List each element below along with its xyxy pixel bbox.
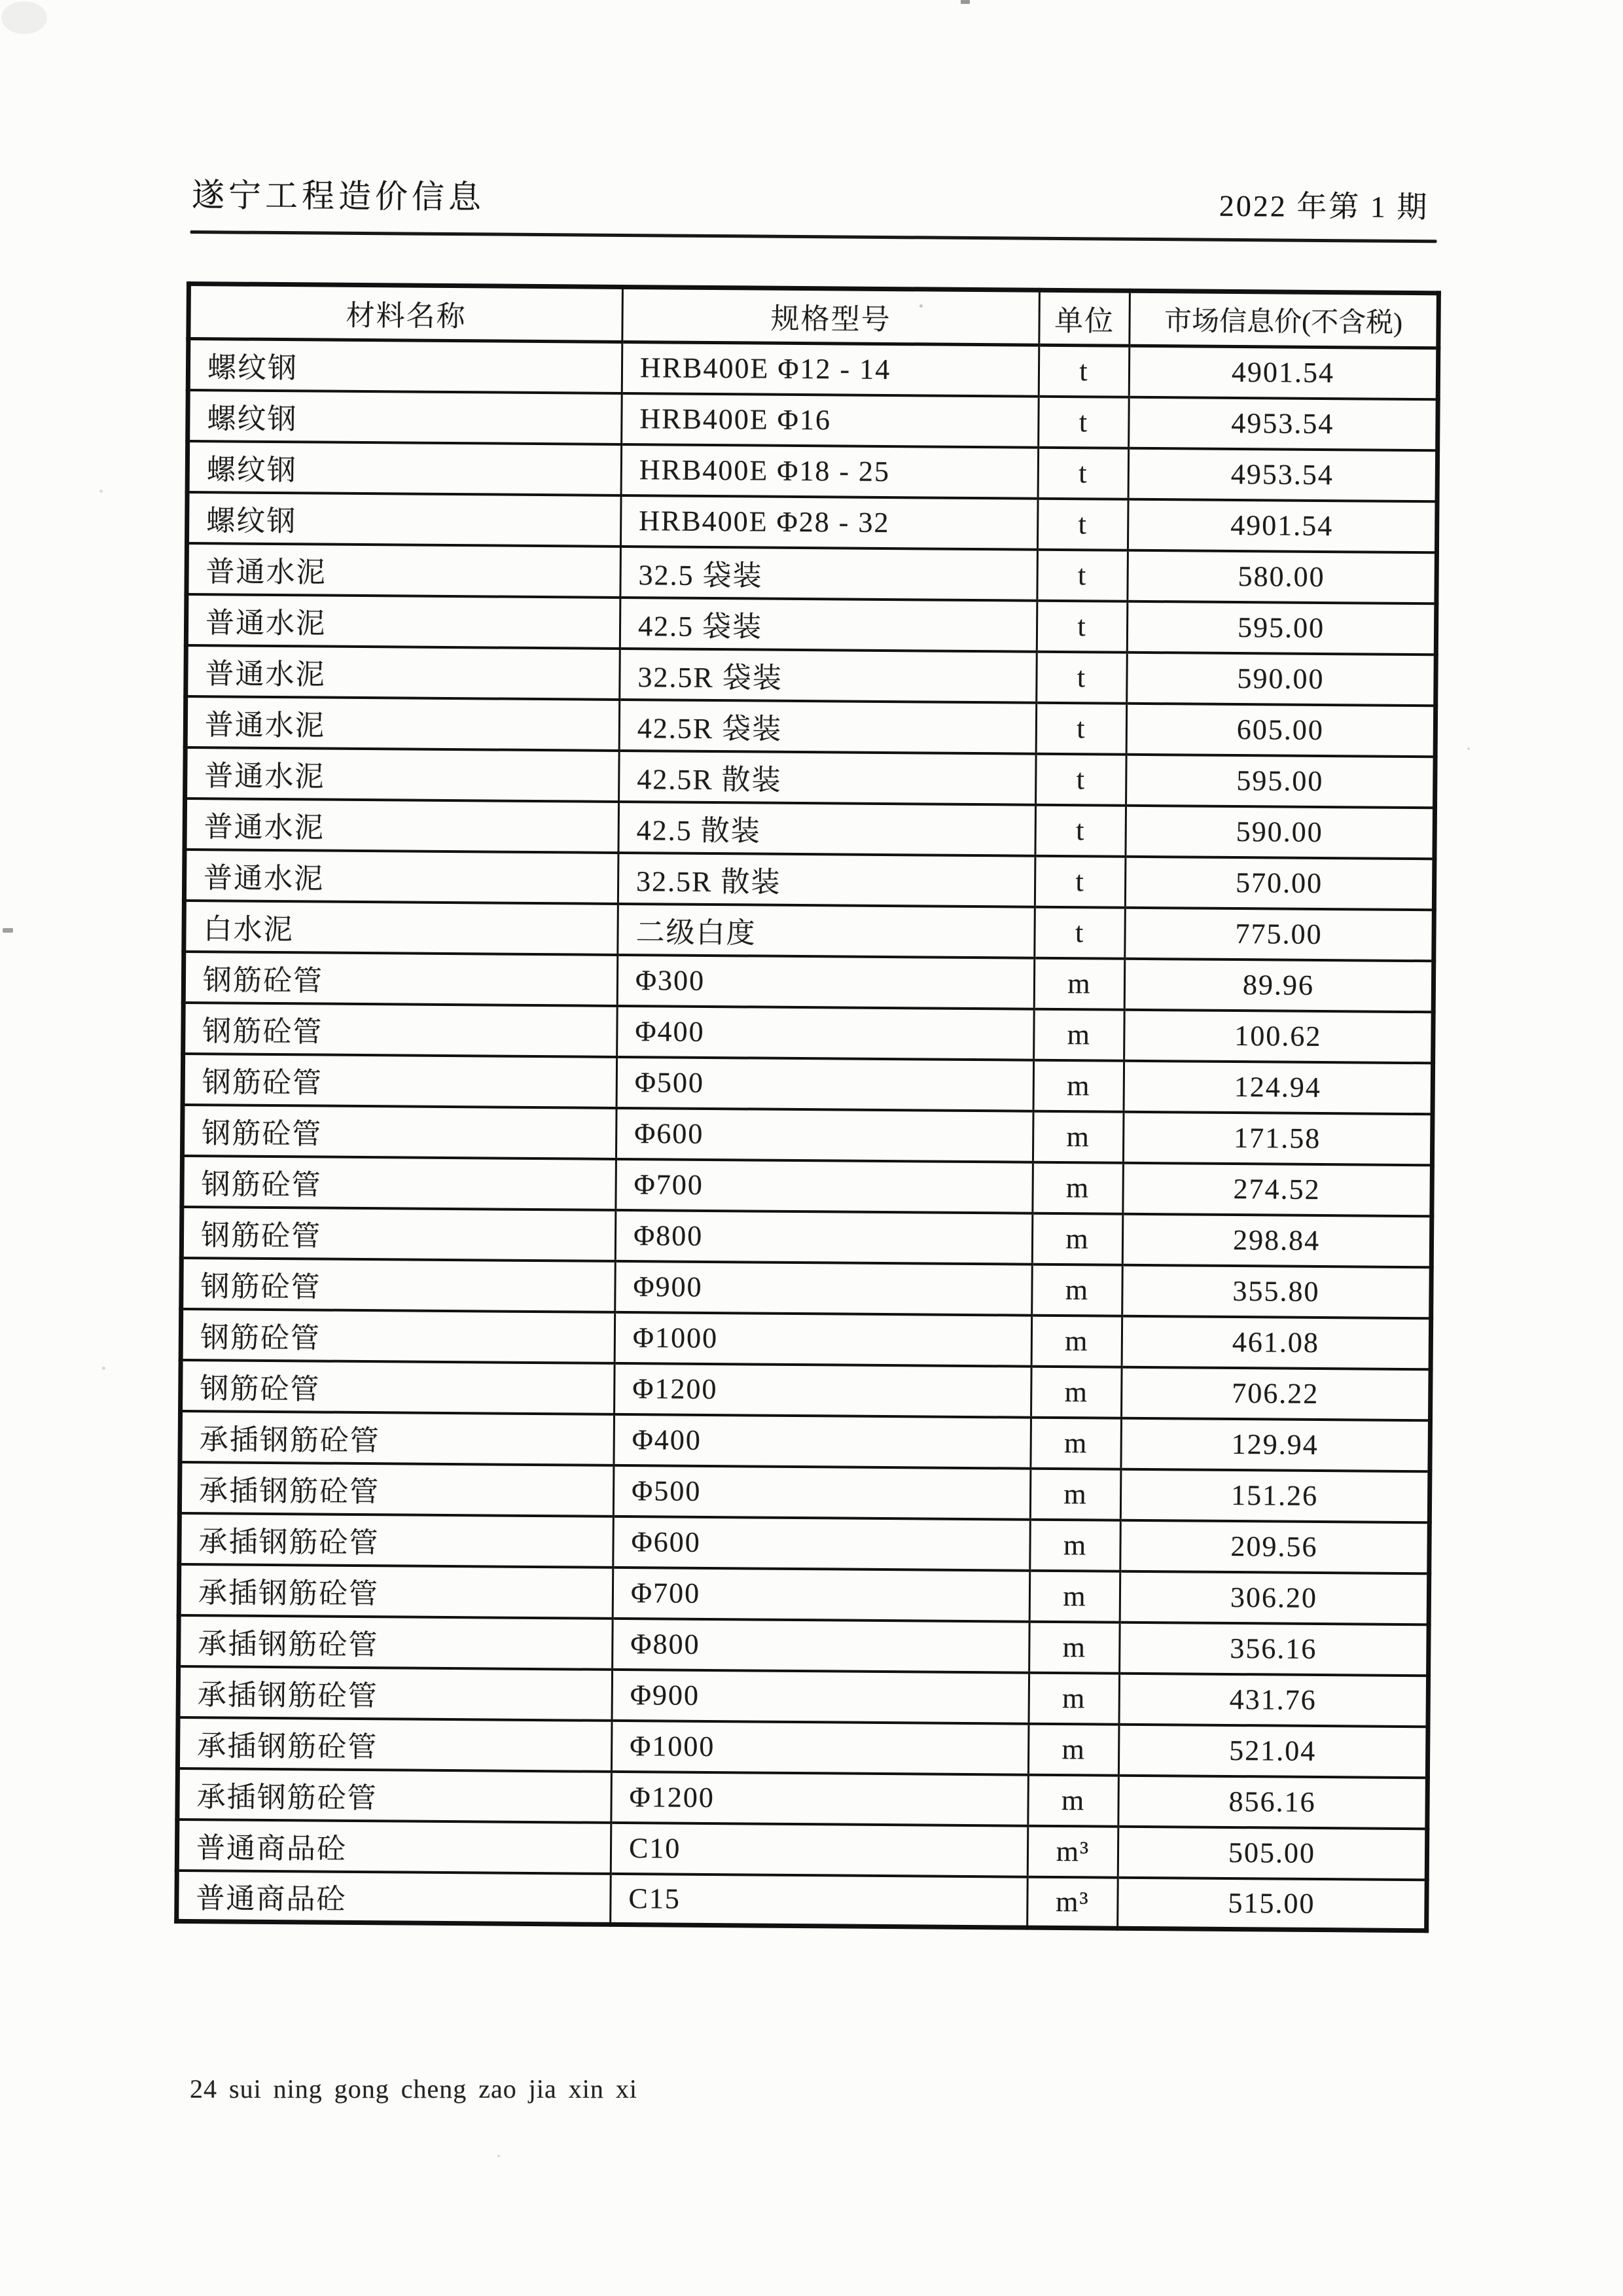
- price-cell: 590.00: [1126, 805, 1435, 859]
- table-row: [181, 1308, 1431, 1369]
- price-cell: 431.76: [1119, 1673, 1429, 1727]
- material-name-cell: 普通商品砼: [177, 1870, 611, 1924]
- spec-cell: HRB400E Φ12 - 14: [622, 342, 1039, 396]
- page-footer: [190, 2073, 637, 2104]
- material-name-cell: 钢筋砼管: [181, 1308, 615, 1363]
- spec-cell: Φ1000: [611, 1720, 1029, 1774]
- unit-cell: t: [1037, 651, 1128, 703]
- spec-cell: 二级白度: [618, 903, 1035, 958]
- table-header-row: [188, 283, 1439, 348]
- spec-cell: 32.5R 袋装: [620, 648, 1037, 702]
- table-row: [185, 798, 1435, 858]
- table-row: [184, 900, 1435, 960]
- table-row: [178, 1666, 1429, 1726]
- material-name-cell: 螺纹钢: [187, 492, 622, 546]
- unit-cell: t: [1039, 345, 1130, 397]
- scan-smudge: [1, 1, 47, 34]
- price-header: 市场信息价(不含税): [1130, 291, 1439, 348]
- unit-cell: m: [1030, 1519, 1121, 1571]
- unit-cell: m: [1029, 1570, 1120, 1622]
- spec-cell: Φ1200: [611, 1771, 1029, 1825]
- table-row: [185, 696, 1436, 756]
- material-name-cell: 承插钢筋砼管: [179, 1462, 614, 1516]
- unit-cell: t: [1036, 753, 1127, 805]
- unit-cell: t: [1038, 447, 1129, 499]
- price-cell: 4901.54: [1128, 499, 1437, 552]
- unit-header: 单位: [1039, 290, 1130, 346]
- material-name-header: 材料名称: [188, 283, 623, 342]
- material-name-cell: 承插钢筋砼管: [177, 1768, 612, 1822]
- price-cell: 515.00: [1118, 1877, 1427, 1931]
- price-cell: 4901.54: [1129, 346, 1438, 399]
- spec-cell: Φ700: [616, 1158, 1033, 1213]
- material-name-cell: 普通水泥: [185, 747, 620, 801]
- price-cell: 505.00: [1118, 1826, 1427, 1880]
- scan-speck: [961, 0, 970, 4]
- spec-cell: Φ400: [617, 1005, 1035, 1060]
- spec-cell: Φ800: [615, 1210, 1033, 1264]
- unit-cell: m: [1032, 1264, 1123, 1316]
- table-row: [179, 1615, 1429, 1675]
- price-cell: 521.04: [1118, 1724, 1428, 1778]
- price-cell: 89.96: [1124, 958, 1434, 1012]
- unit-cell: t: [1035, 804, 1126, 856]
- masthead-rule: [190, 230, 1437, 243]
- price-cell: 605.00: [1126, 703, 1436, 757]
- table-row: [185, 747, 1436, 807]
- price-cell: 570.00: [1125, 856, 1435, 910]
- unit-cell: t: [1037, 600, 1128, 652]
- spec-cell: C15: [611, 1873, 1028, 1928]
- unit-cell: m: [1034, 1009, 1125, 1060]
- material-name-cell: 承插钢筋砼管: [177, 1717, 612, 1771]
- spec-cell: HRB400E Φ18 - 25: [621, 444, 1039, 498]
- scan-speck: [3, 928, 13, 933]
- unit-cell: m: [1030, 1468, 1121, 1520]
- spec-cell: Φ800: [613, 1618, 1030, 1672]
- spec-cell: Φ400: [614, 1414, 1031, 1468]
- unit-cell: t: [1037, 498, 1128, 550]
- spec-cell: C10: [611, 1822, 1028, 1876]
- unit-cell: m: [1034, 958, 1125, 1009]
- price-cell: 4953.54: [1129, 397, 1438, 450]
- price-cell: 355.80: [1122, 1265, 1432, 1318]
- price-cell: 151.26: [1120, 1469, 1430, 1522]
- unit-cell: m: [1033, 1162, 1124, 1213]
- material-name-cell: 钢筋砼管: [181, 1359, 615, 1414]
- table-row: [186, 594, 1436, 654]
- unit-cell: m³: [1027, 1825, 1118, 1877]
- spec-header: 规格型号: [622, 287, 1040, 345]
- price-cell: 461.08: [1122, 1316, 1431, 1369]
- table-row: [180, 1410, 1431, 1471]
- unit-cell: m: [1028, 1774, 1119, 1826]
- spec-cell: Φ300: [617, 954, 1035, 1009]
- table-row: [187, 440, 1438, 501]
- unit-cell: t: [1035, 855, 1126, 907]
- material-name-cell: 承插钢筋砼管: [179, 1615, 613, 1669]
- material-name-cell: 钢筋砼管: [183, 1053, 617, 1107]
- unit-cell: m: [1033, 1111, 1124, 1162]
- price-cell: 856.16: [1118, 1775, 1428, 1829]
- unit-cell: m: [1031, 1366, 1122, 1418]
- material-name-cell: 普通水泥: [186, 594, 620, 648]
- price-cell: 124.94: [1124, 1060, 1433, 1114]
- spec-cell: Φ900: [612, 1669, 1029, 1723]
- price-cell: 4953.54: [1128, 448, 1438, 501]
- masthead: [2, 0, 1623, 224]
- price-cell: 590.00: [1127, 652, 1436, 706]
- material-name-cell: 钢筋砼管: [181, 1206, 616, 1261]
- material-name-cell: 普通水泥: [184, 849, 618, 903]
- spec-cell: Φ600: [616, 1107, 1033, 1162]
- journal-title: 遂宁工程造价信息: [191, 177, 486, 216]
- table-row: [177, 1870, 1427, 1930]
- table-row: [179, 1564, 1429, 1624]
- material-name-cell: 钢筋砼管: [183, 951, 618, 1005]
- page-number-pinyin: 24 sui ning gong cheng zao jia xin xi: [190, 2074, 638, 2104]
- price-cell: 775.00: [1125, 907, 1435, 961]
- table-row: [179, 1513, 1430, 1573]
- spec-cell: 32.5 袋装: [620, 546, 1038, 600]
- material-name-cell: 普通水泥: [185, 798, 619, 852]
- material-name-cell: 普通水泥: [185, 696, 620, 750]
- unit-cell: t: [1039, 396, 1130, 448]
- table-row: [177, 1768, 1428, 1828]
- scan-speck: [1467, 747, 1470, 750]
- unit-cell: m³: [1027, 1876, 1118, 1928]
- unit-cell: m: [1029, 1621, 1120, 1673]
- scan-speck: [102, 1367, 105, 1370]
- table-row: [183, 1053, 1433, 1113]
- material-name-cell: 承插钢筋砼管: [179, 1564, 613, 1618]
- table-row: [177, 1717, 1428, 1777]
- material-name-cell: 白水泥: [184, 900, 618, 954]
- price-cell: 706.22: [1122, 1367, 1431, 1420]
- price-cell: 595.00: [1126, 754, 1436, 808]
- table-row: [183, 951, 1434, 1011]
- material-name-cell: 承插钢筋砼管: [180, 1410, 615, 1465]
- spec-cell: HRB400E Φ28 - 32: [620, 495, 1038, 549]
- table-row: [177, 1819, 1427, 1879]
- unit-cell: t: [1035, 906, 1126, 958]
- material-name-cell: 承插钢筋砼管: [178, 1666, 613, 1720]
- price-table-body: [177, 338, 1438, 1930]
- material-name-cell: 承插钢筋砼管: [179, 1513, 614, 1567]
- price-cell: 209.56: [1120, 1520, 1430, 1573]
- material-name-cell: 钢筋砼管: [181, 1257, 616, 1312]
- spec-cell: Φ500: [616, 1056, 1034, 1111]
- price-cell: 595.00: [1127, 601, 1436, 655]
- scan-speck: [99, 490, 103, 493]
- material-name-cell: 螺纹钢: [187, 440, 622, 495]
- material-name-cell: 普通商品砼: [177, 1819, 611, 1873]
- price-cell: 129.94: [1121, 1418, 1431, 1471]
- unit-cell: t: [1036, 702, 1127, 754]
- price-cell: 100.62: [1124, 1009, 1434, 1063]
- table-row: [186, 645, 1436, 705]
- unit-cell: m: [1028, 1723, 1119, 1775]
- spec-cell: Φ1200: [615, 1363, 1032, 1417]
- spec-cell: 42.5R 袋装: [619, 699, 1037, 753]
- table-row: [187, 492, 1438, 552]
- spec-cell: 42.5 袋装: [620, 597, 1037, 651]
- material-name-cell: 钢筋砼管: [182, 1155, 616, 1210]
- unit-cell: m: [1032, 1213, 1123, 1265]
- material-name-cell: 钢筋砼管: [183, 1002, 618, 1056]
- issue-label: 2022 年第 1 期: [1219, 188, 1429, 224]
- table-row: [188, 389, 1438, 450]
- table-row: [184, 849, 1435, 909]
- spec-cell: Φ600: [613, 1516, 1031, 1570]
- spec-cell: Φ500: [613, 1465, 1031, 1519]
- unit-cell: m: [1033, 1060, 1124, 1111]
- price-cell: 356.16: [1120, 1622, 1429, 1676]
- scan-speck: [919, 304, 923, 308]
- material-name-cell: 螺纹钢: [188, 338, 622, 393]
- price-cell: 171.58: [1123, 1111, 1433, 1165]
- unit-cell: m: [1031, 1417, 1122, 1469]
- table-row: [182, 1104, 1433, 1164]
- table-row: [181, 1359, 1431, 1420]
- spec-cell: Φ1000: [615, 1312, 1032, 1366]
- price-cell: 580.00: [1128, 550, 1437, 603]
- price-table: [174, 281, 1441, 1933]
- spec-cell: HRB400E Φ16: [622, 393, 1039, 447]
- spec-cell: 32.5R 散装: [618, 852, 1035, 906]
- table-row: [179, 1462, 1430, 1522]
- spec-cell: Φ900: [615, 1261, 1033, 1315]
- unit-cell: t: [1037, 549, 1128, 601]
- table-row: [188, 338, 1438, 399]
- unit-cell: m: [1029, 1672, 1120, 1724]
- price-cell: 274.52: [1123, 1162, 1433, 1216]
- price-cell: 306.20: [1120, 1571, 1429, 1624]
- price-cell: 298.84: [1122, 1213, 1432, 1267]
- material-name-cell: 普通水泥: [187, 543, 621, 597]
- table-row: [182, 1155, 1433, 1215]
- unit-cell: m: [1031, 1315, 1122, 1367]
- scan-speck: [497, 2155, 500, 2157]
- table-row: [183, 1002, 1434, 1062]
- spec-cell: 42.5 散装: [618, 801, 1036, 855]
- table-row: [181, 1206, 1432, 1266]
- material-name-cell: 螺纹钢: [188, 389, 622, 444]
- spec-cell: 42.5R 散装: [619, 750, 1037, 804]
- table-row: [181, 1257, 1432, 1318]
- spec-cell: Φ700: [613, 1567, 1030, 1621]
- price-table-head: [188, 283, 1439, 348]
- table-row: [187, 543, 1437, 603]
- material-name-cell: 钢筋砼管: [182, 1104, 616, 1158]
- material-name-cell: 普通水泥: [186, 645, 620, 699]
